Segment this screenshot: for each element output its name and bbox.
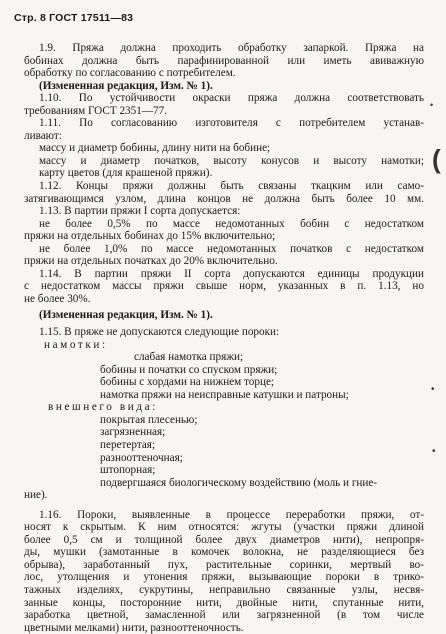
text-line: пряжи на отдельных початках до 20% включительно. (24, 255, 278, 268)
amendment-note: (Измененная редакция, Изм. № 1). (39, 309, 213, 322)
page-header: Стр. 8 ГОСТ 17511—83 (14, 12, 134, 24)
text-line: с недостатком массы пряжи свыше норм, указанных в п. 1.13, но (24, 280, 424, 293)
margin-mark: • (432, 446, 436, 457)
list-item: бобины с хордами на нижнем торце; (100, 376, 275, 389)
text-line: занные концы, посторонние нити, двойные нити, спутанные нити, (24, 596, 424, 609)
text-line: 1.10. По устойчивости окраски пряжа должна соответствовать (39, 92, 424, 105)
text-line: 1.14. В партии пряжи II сорта допускаются единицы продукции (39, 267, 424, 280)
text-line: пряжи на отдельных бобинах до 15% включительно; (24, 230, 276, 243)
text-line: не более 1,0% по массе недомотанных початков с недостатком (39, 242, 424, 255)
document-body (24, 42, 424, 634)
text-line: ливают: (24, 129, 62, 142)
amendment-note: (Измененная редакция, Изм. № 1). (39, 79, 213, 92)
text-line: 1.13. В партии пряжи I сорта допускается: (39, 205, 241, 218)
text-line: требованиям ГОСТ 2351—77. (24, 104, 168, 117)
list-item: разнооттеночная; (100, 451, 183, 464)
text-line: массу и диаметр бобины, длину нити на бобине; (39, 142, 271, 155)
margin-bracket-mark: ( (432, 144, 441, 174)
text-line: 1.11. По согласованию изготовителя с потребителем устанав- (39, 117, 424, 130)
text-line: обрыва), заработанный пух, растительные соринки, мертвый во- (24, 558, 424, 571)
text-line: затягивающимся узлом, длина концов не должна быть более 10 мм. (24, 192, 424, 205)
margin-mark: • (431, 384, 435, 395)
text-line: бобинах должна быть парафинированной или иметь авиважную (24, 54, 424, 67)
section-label: внешнего вида: (48, 401, 158, 414)
text-line: носят к скрытым. К ним относятся: жгуты (участки пряжи длиной (24, 521, 424, 534)
list-item: загрязненная; (100, 426, 166, 439)
list-item: штопорная; (100, 464, 156, 477)
text-line: не более 30%. (24, 292, 91, 305)
text-line: обработку по согласованию с потребителем. (24, 67, 236, 80)
text-line: заработка цветной, замасленной или загрязненной (в том числе (24, 609, 424, 622)
text-line: ние). (24, 489, 48, 502)
list-item: подвергшаяся биологическому воздействию (моль и гние- (100, 476, 378, 489)
list-item: покрытая плесенью; (100, 413, 198, 426)
text-line: тажных изделиях, сукрутины, неправильно связанные узлы, несвя- (24, 583, 424, 596)
text-line: карту цветов (для крашеной пряжи). (39, 167, 213, 180)
text-line: 1.16. Пороки, выявленные в процессе переработки пряжи, от- (39, 508, 424, 521)
margin-mark: • (430, 100, 434, 110)
text-line: цветными мелками) нити, разнооттеночность. (24, 621, 244, 634)
list-item: перетертая; (100, 438, 156, 451)
text-line: массу и диаметр початков, высоту конусов и высоту намотки; (39, 154, 424, 167)
text-line: ды, мушки (замотанные в комочек волокна, не разделяющиеся без (24, 546, 424, 559)
list-item: бобины и початки со спуском пряжи; (100, 363, 278, 376)
text-line: более 0,5 см и толщиной более двух диаметров нити), непропря- (24, 533, 424, 546)
text-line: 1.12. Концы пряжи должны быть связаны ткацким или само- (39, 180, 424, 193)
text-line: 1.9. Пряжа должна проходить обработку запаркой. Пряжа на (39, 42, 424, 54)
text-line: 1.15. В пряже не допускаются следующие пороки: (39, 326, 280, 339)
list-item: слабая намотка пряжи; (134, 351, 244, 364)
section-label: намотки: (44, 338, 108, 351)
text-line: не более 0,5% по массе недомотанных бобин с недостатком (39, 217, 424, 230)
list-item: намотка пряжи на неисправные катушки и патроны; (100, 388, 349, 401)
text-line: лос, утолщения и утонения пряжи, вызывающие пороки в трико- (24, 571, 424, 584)
